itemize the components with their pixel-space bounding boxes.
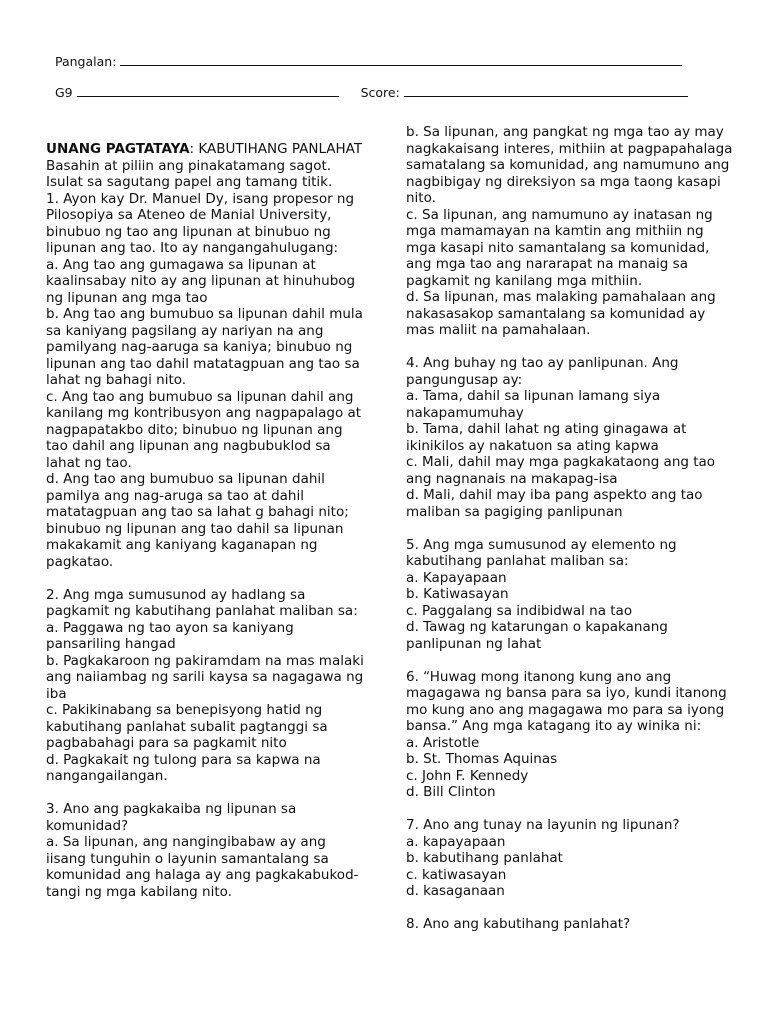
choice-d: d. Pagkakait ng tulong para sa kapwa na nangangailangan. bbox=[46, 751, 321, 784]
choice-d: d. Bill Clinton bbox=[406, 784, 496, 800]
choice-c: c. Pakikinabang sa benepisyong hatid ng kabutihang panlahat subalit pagtanggi sa pagbabahagi para sa pagkamit nito bbox=[46, 702, 328, 751]
question-stem-continued: mo kung ano ang magagawa mo para sa iyong bansa.” Ang mga katagang ito ay winika ni: bbox=[406, 701, 725, 734]
name-field bbox=[55, 53, 682, 69]
choice-a: a. Ang tao ang gumagawa sa lipunan at kaalinsabay nito ay ang lipunan at hinuhubog ng lipunan ang mga tao bbox=[46, 256, 356, 306]
question-stem: 3. Ano ang pagkakaiba ng lipunan sa komunidad? bbox=[46, 801, 297, 834]
choice-c: c. Mali, dahil may mga pagkakataong ang tao ang nagnanais na makapag-isa bbox=[406, 454, 716, 487]
choice-d: d. Mali, dahil may iba pang aspekto ang tao maliban sa pagiging panlipunan bbox=[406, 487, 703, 520]
choice-b: b. St. Thomas Aquinas bbox=[406, 751, 558, 767]
question-stem: 5. Ang mga sumusunod ay elemento ng kabutihang panlahat maliban sa: bbox=[406, 536, 677, 569]
choice-d: d. Sa lipunan, mas malaking pamahalaan ang nakasasakop samantalang sa komunidad ay mas maliit na pamahalaan. bbox=[406, 289, 716, 338]
question-stem: 4. Ang buhay ng tao ay panlipunan. Ang pangungusap ay: bbox=[406, 355, 679, 388]
question-6 bbox=[406, 669, 736, 801]
name-blank[interactable] bbox=[120, 53, 682, 66]
choice-d: d. Ang tao ang bumubuo sa lipunan dahil pamilya ang nag-aruga sa tao at dahil matatagpuan ang tao sa lahat g bahagi nito; binubuo ng lipunan ang tao dahil sa lipunan makakamit ang kaniyang kaganapan ng pagkatao. bbox=[46, 471, 349, 570]
instructions: Basahin at piliin ang pinakatamang sagot. Isulat sa sagutang papel ang tamang titik. bbox=[46, 157, 333, 190]
question-1 bbox=[46, 191, 368, 571]
question-2 bbox=[46, 587, 368, 785]
choice-c: c. Sa lipunan, ang namumuno ay inatasan ng mga mamamayan na kamtin ang mithiin ng mga kasapi nito samantalang sa komunidad, ang mga tao ang nararapat na manaig sa pagkamit ng kanilang mga mithiin. bbox=[406, 206, 713, 289]
quiz-title bbox=[46, 141, 368, 158]
choice-d: d. kasaganaan bbox=[406, 883, 505, 899]
quiz-title-rest: : KABUTIHANG PANLAHAT bbox=[189, 141, 363, 157]
question-4 bbox=[406, 355, 736, 520]
left-column bbox=[46, 141, 368, 917]
grade-score-row bbox=[55, 84, 688, 100]
grade-blank[interactable] bbox=[77, 84, 339, 97]
name-label: Pangalan: bbox=[55, 54, 117, 69]
choice-a: a. Tama, dahil sa lipunan lamang siya nakapamumuhay bbox=[406, 388, 661, 421]
choice-b: b. Ang tao ang bumubuo sa lipunan dahil mula sa kaniyang pagsilang ay nariyan na ang pamilyang nag-aaruga sa kaniya; binubuo ng lipunan ang tao dahil matatagpuan ang tao sa lahat ng bahagi nito. bbox=[46, 306, 363, 388]
quiz-title-bold: UNANG PAGTATAYA bbox=[46, 141, 190, 157]
choice-a: a. kapayapaan bbox=[406, 833, 506, 850]
question-stem: 7. Ano ang tunay na layunin ng lipunan? bbox=[406, 817, 680, 833]
choice-b: b. Pagkakaroon ng pakiramdam na mas malaki ang naiiambag ng sarili kaysa sa nagagawa ng iba bbox=[46, 652, 364, 702]
choice-b: b. Tama, dahil lahat ng ating ginagawa at ikinikilos ay nakatuon sa ating kapwa bbox=[406, 421, 687, 454]
grade-label: G9 bbox=[55, 85, 73, 100]
question-stem: 2. Ang mga sumusunod ay hadlang sa pagkamit ng kabutihang panlahat maliban sa: a. Paggawa ng tao ayon sa kaniyang pansariling hangad bbox=[46, 586, 358, 652]
question-8 bbox=[406, 916, 736, 933]
question-stem: 6. “Huwag mong itanong kung ano ang magagawa ng bansa para sa iyo, kundi itanong bbox=[406, 668, 727, 701]
score-blank[interactable] bbox=[404, 84, 688, 97]
choice-c: c. katiwasayan bbox=[406, 866, 507, 883]
question-3-continued bbox=[406, 124, 736, 339]
choice-c: c. Paggalang sa indibidwal na tao bbox=[406, 602, 633, 619]
choice-b: b. Sa lipunan, ang pangkat ng mga tao ay may nagkakaisang interes, mithiin at pagpapahalaga samatalang sa komunidad, ang namumuno ang nagbibigay ng direksiyon sa mga taong kasapi nito. bbox=[406, 124, 733, 206]
question-3 bbox=[46, 801, 368, 900]
question-5 bbox=[406, 537, 736, 653]
question-stem: 8. Ano ang kabutihang panlahat? bbox=[406, 916, 631, 932]
question-stem: 1. Ayon kay Dr. Manuel Dy, isang propesor ng Pilosopiya sa Ateneo de Manial University, binubuo ng tao ang lipunan at binubuo ng lipunan ang tao. Ito ay nangangahulugang: bbox=[46, 190, 355, 256]
choice-b: b. kabutihang panlahat bbox=[406, 850, 563, 866]
choice-d: d. Tawag ng katarungan o kapakanang panlipunan ng lahat bbox=[406, 619, 668, 652]
choice-b: b. Katiwasayan bbox=[406, 586, 509, 602]
question-7 bbox=[406, 817, 736, 900]
right-column bbox=[406, 124, 736, 949]
choice-a: a. Aristotle bbox=[406, 734, 480, 751]
choice-c: c. John F. Kennedy bbox=[406, 767, 529, 784]
choice-c: c. Ang tao ang bumubuo sa lipunan dahil ang kanilang mg kontribusyon ang nagpapalago at nagpapatakbo dito; binubuo ng lipunan ang tao dahil ang lipunan ang nagbubuklod sa lahat ng tao. bbox=[46, 388, 362, 471]
score-label: Score: bbox=[360, 85, 400, 100]
choice-a: a. Kapayapaan bbox=[406, 569, 507, 586]
choice-a: a. Sa lipunan, ang nangingibabaw ay ang iisang tunguhin o layunin samantalang sa komunidad ang halaga ay ang pagkakabukod-tangi ng mga kabilang nito. bbox=[46, 834, 359, 900]
